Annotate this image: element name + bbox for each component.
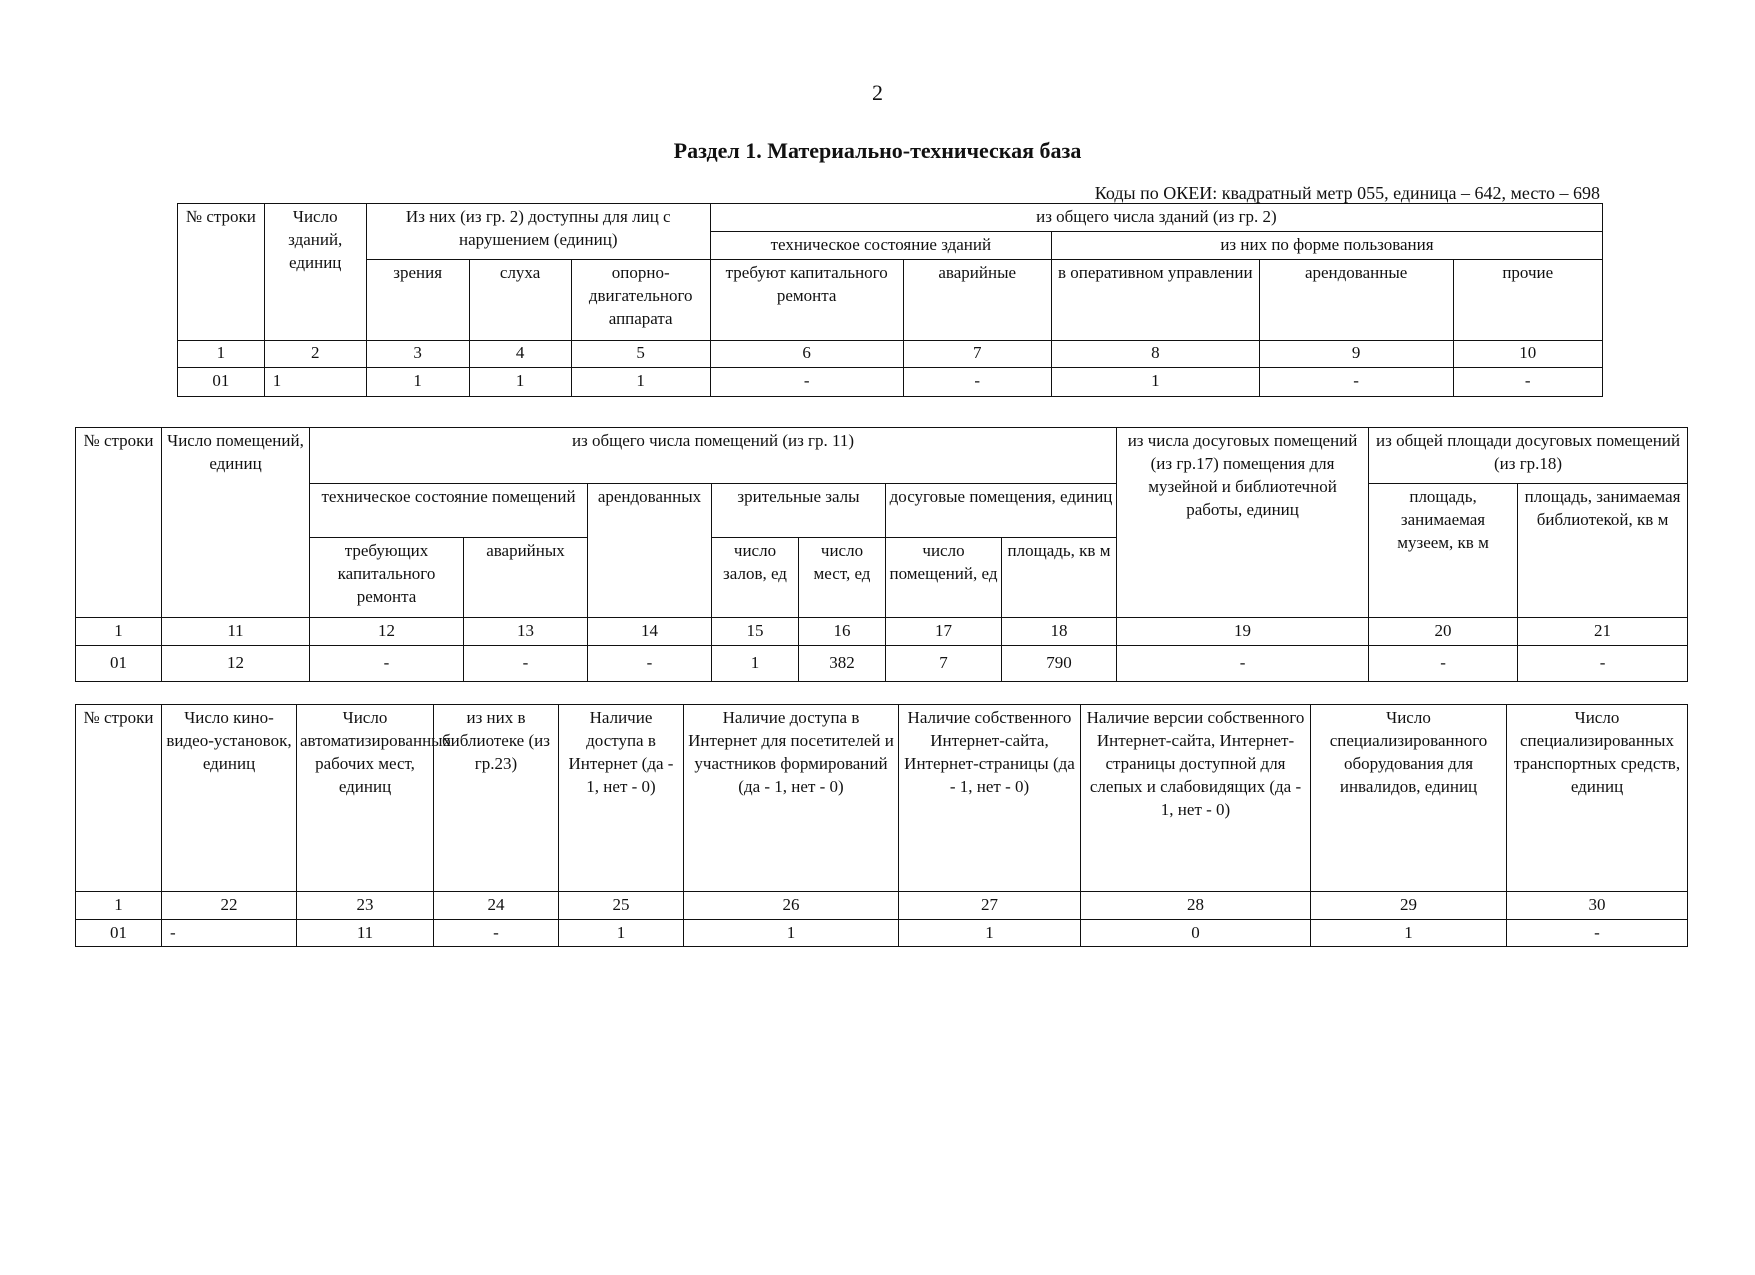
col-number: 28 xyxy=(1081,892,1311,920)
col-number: 1 xyxy=(76,892,162,920)
col-number: 16 xyxy=(799,618,886,646)
page-number: 2 xyxy=(872,80,883,105)
col-number: 26 xyxy=(684,892,899,920)
header-row-no: № строки xyxy=(76,705,162,892)
col-number: 14 xyxy=(588,618,712,646)
value-cell: 1 xyxy=(684,920,899,947)
col-number: 2 xyxy=(264,340,366,367)
header-tech-state: техническое состояние зданий xyxy=(710,232,1051,260)
value-cell: 1 xyxy=(571,367,710,396)
value-cell: - xyxy=(1259,367,1453,396)
header-vision: зрения xyxy=(366,259,469,340)
col-number: 9 xyxy=(1259,340,1453,367)
equipment-table xyxy=(75,704,1688,947)
header-row-no: № строки xyxy=(178,204,265,341)
col-number: 17 xyxy=(886,618,1002,646)
header-site-blind: Наличие версии собственного Интернет-сайта, Интернет-страницы доступной для слепых и слабовидящих (да - 1, нет - 0) xyxy=(1081,705,1311,892)
header-row-no: № строки xyxy=(76,428,162,618)
value-cell: 790 xyxy=(1002,646,1117,682)
col-number: 1 xyxy=(178,340,265,367)
okei-codes: Коды по ОКЕИ: квадратный метр 055, единица – 642, место – 698 xyxy=(1094,183,1600,203)
rooms-table xyxy=(75,427,1688,682)
header-emergency: аварийные xyxy=(903,259,1051,340)
value-cell: 12 xyxy=(162,646,310,682)
header-emergency: аварийных xyxy=(464,538,588,618)
value-cell: - xyxy=(1117,646,1369,682)
header-in-library: из них в библиотеке (из гр.23) xyxy=(434,705,559,892)
value-cell: 382 xyxy=(799,646,886,682)
header-tech-state: техническое состояние помещений xyxy=(310,484,588,538)
header-leisure-rooms: из числа досуговых помещений (из гр.17) помещения для музейной и библиотечной работы, единиц xyxy=(1117,428,1369,618)
value-cell: 1 xyxy=(1311,920,1507,947)
value-cell: 1 xyxy=(469,367,571,396)
value-cell: 7 xyxy=(886,646,1002,682)
col-number: 11 xyxy=(162,618,310,646)
col-number: 19 xyxy=(1117,618,1369,646)
table-row xyxy=(76,920,1688,947)
header-room-count: число помещений, ед xyxy=(886,538,1002,618)
value-cell: - xyxy=(903,367,1051,396)
value-cell: - xyxy=(1453,367,1602,396)
value-cell: 1 xyxy=(1051,367,1259,396)
value-cell: - xyxy=(464,646,588,682)
column-numbers-row xyxy=(76,618,1688,646)
header-buildings: Число зданий, единиц xyxy=(264,204,366,341)
value-cell: - xyxy=(1369,646,1518,682)
header-other: прочие xyxy=(1453,259,1602,340)
header-leisure-area: из общей площади досуговых помещений (из гр.18) xyxy=(1369,428,1688,484)
header-leisure-units: досуговые помещения, единиц xyxy=(886,484,1117,538)
header-total-rooms: из общего числа помещений (из гр. 11) xyxy=(310,428,1117,484)
col-number: 3 xyxy=(366,340,469,367)
value-cell: - xyxy=(434,920,559,947)
col-number: 5 xyxy=(571,340,710,367)
value-cell: - xyxy=(162,920,297,947)
value-cell: - xyxy=(1507,920,1688,947)
header-museum-area: площадь, занимаемая музеем, кв м xyxy=(1369,484,1518,618)
row-number-cell: 01 xyxy=(76,920,162,947)
value-cell: - xyxy=(588,646,712,682)
header-area: площадь, кв м xyxy=(1002,538,1117,618)
value-cell: 1 xyxy=(559,920,684,947)
col-number: 24 xyxy=(434,892,559,920)
value-cell: 1 xyxy=(712,646,799,682)
col-number: 30 xyxy=(1507,892,1688,920)
header-internet-visitors: Наличие доступа в Интернет для посетителей и участников формирований (да - 1, нет - 0) xyxy=(684,705,899,892)
col-number: 18 xyxy=(1002,618,1117,646)
column-numbers-row xyxy=(76,892,1688,920)
section-title: Раздел 1. Материально-техническая база xyxy=(673,138,1082,163)
header-vehicles: Число специализированных транспортных средств, единиц xyxy=(1507,705,1688,892)
col-number: 13 xyxy=(464,618,588,646)
col-number: 29 xyxy=(1311,892,1507,920)
table-row xyxy=(178,367,1603,396)
header-rooms: Число помещений, единиц xyxy=(162,428,310,618)
header-cinema: Число кино-видео-установок, единиц xyxy=(162,705,297,892)
header-halls: зрительные залы xyxy=(712,484,886,538)
value-cell: - xyxy=(310,646,464,682)
value-cell: - xyxy=(1518,646,1688,682)
value-cell: 1 xyxy=(264,367,366,396)
col-number: 15 xyxy=(712,618,799,646)
header-motor: опорно-двигательного аппарата xyxy=(571,259,710,340)
header-equipment: Число специализированного оборудования для инвалидов, единиц xyxy=(1311,705,1507,892)
value-cell: 0 xyxy=(1081,920,1311,947)
table-row xyxy=(76,646,1688,682)
col-number: 20 xyxy=(1369,618,1518,646)
col-number: 12 xyxy=(310,618,464,646)
col-number: 21 xyxy=(1518,618,1688,646)
header-accessible: Из них (из гр. 2) доступны для лиц с нарушением (единиц) xyxy=(366,204,710,260)
col-number: 1 xyxy=(76,618,162,646)
header-rented: арендованные xyxy=(1259,259,1453,340)
col-number: 4 xyxy=(469,340,571,367)
header-repair: требующих капитального ремонта xyxy=(310,538,464,618)
header-hearing: слуха xyxy=(469,259,571,340)
row-number-cell: 01 xyxy=(76,646,162,682)
col-number: 8 xyxy=(1051,340,1259,367)
header-workstations: Число автоматизированных рабочих мест, единиц xyxy=(297,705,434,892)
header-repair: требуют капитального ремонта xyxy=(710,259,903,340)
col-number: 23 xyxy=(297,892,434,920)
column-numbers-row xyxy=(178,340,1603,367)
header-internet: Наличие доступа в Интернет (да - 1, нет - 0) xyxy=(559,705,684,892)
buildings-table xyxy=(177,203,1603,397)
value-cell: 11 xyxy=(297,920,434,947)
col-number: 10 xyxy=(1453,340,1602,367)
col-number: 6 xyxy=(710,340,903,367)
header-hall-count: число залов, ед xyxy=(712,538,799,618)
value-cell: - xyxy=(710,367,903,396)
header-library-area: площадь, занимаемая библиотекой, кв м xyxy=(1518,484,1688,618)
value-cell: 1 xyxy=(899,920,1081,947)
header-total-buildings: из общего числа зданий (из гр. 2) xyxy=(710,204,1602,232)
header-seat-count: число мест, ед xyxy=(799,538,886,618)
row-number-cell: 01 xyxy=(178,367,265,396)
header-usage-form: из них по форме пользования xyxy=(1051,232,1602,260)
value-cell: 1 xyxy=(366,367,469,396)
col-number: 22 xyxy=(162,892,297,920)
header-operational: в оперативном управлении xyxy=(1051,259,1259,340)
header-own-site: Наличие собственного Интернет-сайта, Интернет-страницы (да - 1, нет - 0) xyxy=(899,705,1081,892)
col-number: 27 xyxy=(899,892,1081,920)
col-number: 25 xyxy=(559,892,684,920)
header-rented: арендованных xyxy=(588,484,712,618)
col-number: 7 xyxy=(903,340,1051,367)
